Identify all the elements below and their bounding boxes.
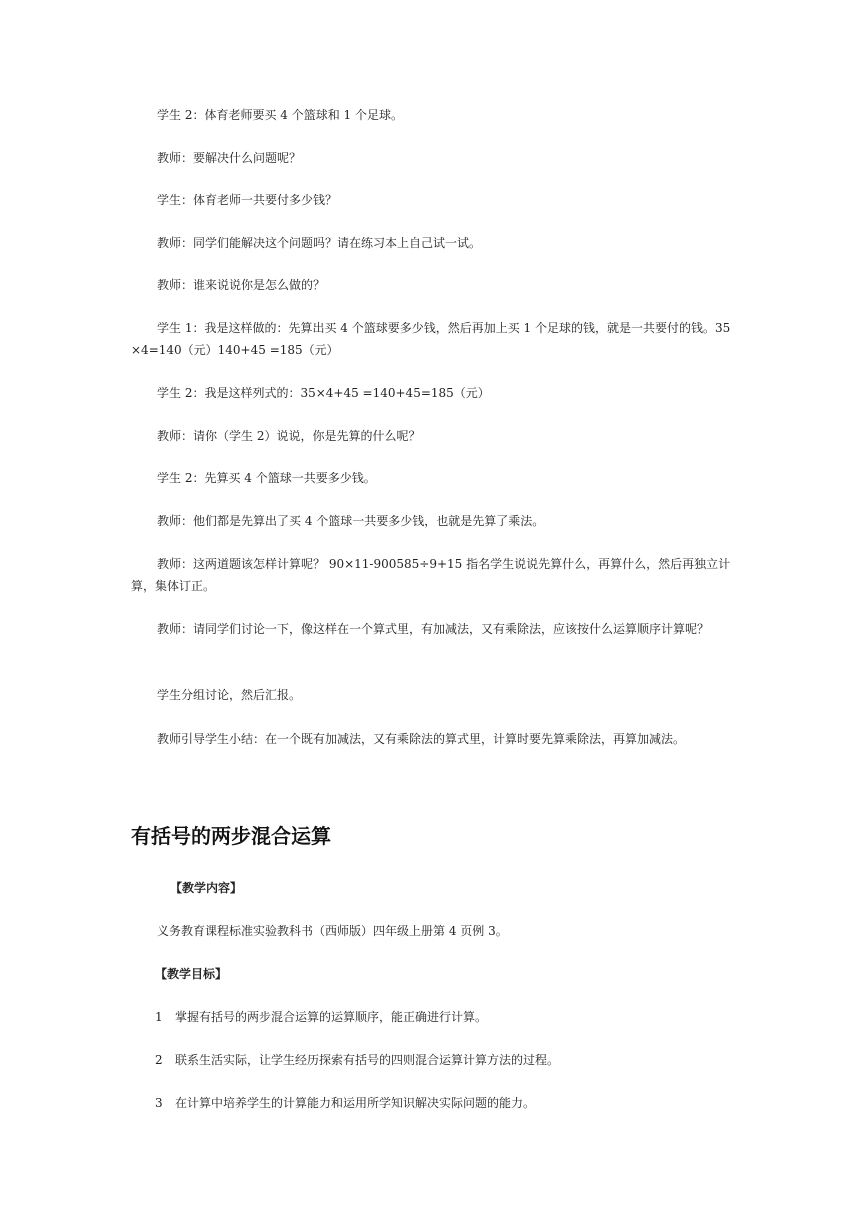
dialogue-paragraph: 学生分组讨论，然后汇报。 xyxy=(157,688,302,702)
goal-item xyxy=(155,1049,559,1071)
dialogue-paragraph: 学生 2：我是这样列式的：35×4+45 =140+45=185（元） xyxy=(157,386,490,400)
content-text: 义务教育课程标准实验教科书（西师版）四年级上册第 4 页例 3。 xyxy=(157,924,508,938)
dialogue-paragraph: 教师：同学们能解决这个问题吗？请在练习本上自己试一试。 xyxy=(157,236,482,250)
dialogue-paragraph: 教师：这两道题该怎样计算呢？ 90×11-900585÷9+15 指名学生说说先算什么，再算什么，然后再独立计算，集体订正。 xyxy=(131,557,731,593)
goal-number: 1 xyxy=(155,1010,163,1024)
dialogue-paragraph: 教师：谁来说说你是怎么做的？ xyxy=(157,278,326,292)
dialogue-paragraph: 教师：要解决什么问题呢？ xyxy=(157,151,302,165)
goal-number: 2 xyxy=(155,1053,163,1067)
dialogue-paragraph: 教师：请同学们讨论一下，像这样在一个算式里，有加减法，又有乘除法，应该按什么运算顺序计算呢？ xyxy=(157,622,710,636)
dialogue-paragraph: 教师：请你（学生 2）说说，你是先算的什么呢？ xyxy=(157,429,421,443)
goal-text: 掌握有括号的两步混合运算的运算顺序，能正确进行计算。 xyxy=(175,1010,488,1024)
dialogue-paragraph: 学生 1：我是这样做的：先算出买 4 个篮球要多少钱，然后再加上买 1 个足球的钱，就是一共要付的钱。35×4=140（元）140+45 =185（元） xyxy=(131,321,731,357)
section-title: 有括号的两步混合运算 xyxy=(131,824,331,848)
dialogue-paragraph: 学生 2：体育老师要买 4 个篮球和 1 个足球。 xyxy=(157,108,403,122)
goal-number: 3 xyxy=(155,1096,163,1110)
dialogue-paragraph: 学生 2：先算买 4 个篮球一共要多少钱。 xyxy=(157,471,376,485)
goal-text: 在计算中培养学生的计算能力和运用所学知识解决实际问题的能力。 xyxy=(175,1096,536,1110)
dialogue-paragraph: 教师：他们都是先算出了买 4 个篮球一共要多少钱，也就是先算了乘法。 xyxy=(157,514,545,528)
dialogue-paragraph: 教师引导学生小结：在一个既有加减法，又有乘除法的算式里，计算时要先算乘除法，再算加减法。 xyxy=(157,732,686,746)
dialogue-paragraph: 学生：体育老师一共要付多少钱？ xyxy=(157,193,338,207)
goal-text: 联系生活实际，让学生经历探索有括号的四则混合运算计算方法的过程。 xyxy=(175,1053,560,1067)
goal-item xyxy=(155,1006,487,1028)
goal-item xyxy=(155,1092,535,1114)
goals-heading: 【教学目标】 xyxy=(155,967,228,981)
content-heading: 【教学内容】 xyxy=(170,881,243,895)
